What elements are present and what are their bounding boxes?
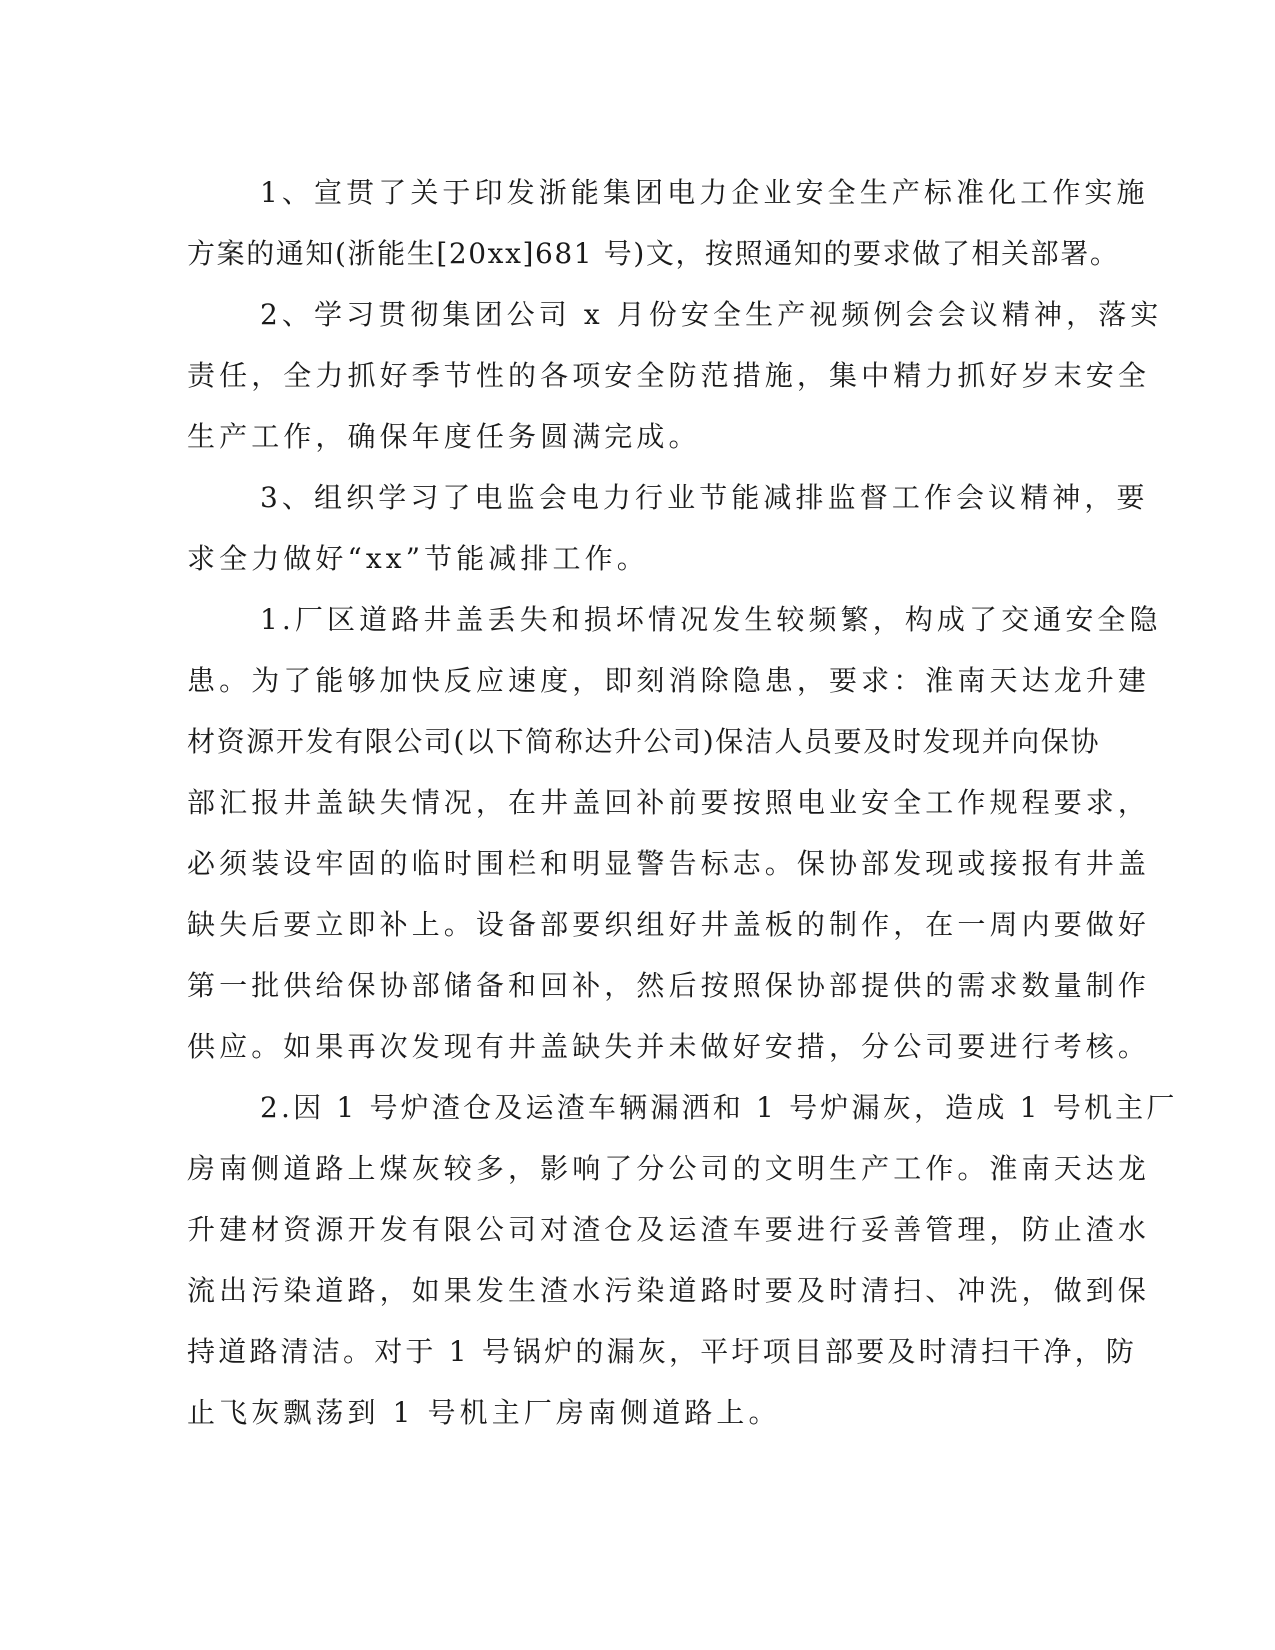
paragraph-line: 流出污染道路，如果发生渣水污染道路时要及时清扫、冲洗，做到保 — [187, 1274, 1151, 1307]
paragraph-line: 责任，全力抓好季节性的各项安全防范措施，集中精力抓好岁末安全 — [187, 359, 1151, 392]
paragraph-line: 供应。如果再次发现有井盖缺失并未做好安措，分公司要进行考核。 — [187, 1030, 1151, 1063]
paragraph-line: 3、组织学习了电监会电力行业节能减排监督工作会议精神，要 — [260, 481, 1149, 514]
paragraph-5 — [187, 1077, 1178, 1443]
paragraph-line: 2.因 1 号炉渣仓及运渣车辆漏洒和 1 号炉漏灰，造成 1 号机主厂 — [260, 1091, 1178, 1124]
document-body — [187, 162, 1178, 1443]
paragraph-line: 必须装设牢固的临时围栏和明显警告标志。保协部发现或接报有井盖 — [187, 847, 1151, 880]
paragraph-line: 缺失后要立即补上。设备部要织组好井盖板的制作，在一周内要做好 — [187, 908, 1151, 941]
paragraph-2 — [187, 284, 1163, 467]
paragraph-line: 持道路清洁。对于 1 号锅炉的漏灰，平圩项目部要及时清扫干净，防 — [187, 1335, 1138, 1368]
paragraph-line: 止飞灰飘荡到 1 号机主厂房南侧道路上。 — [187, 1396, 781, 1429]
paragraph-line: 方案的通知(浙能生[20xx]681 号)文，按照通知的要求做了相关部署。 — [187, 237, 1120, 270]
paragraph-line: 1.厂区道路井盖丢失和损坏情况发生较频繁，构成了交通安全隐 — [260, 603, 1162, 636]
paragraph-line: 第一批供给保协部储备和回补，然后按照保协部提供的需求数量制作 — [187, 969, 1151, 1002]
paragraph-line: 2、学习贯彻集团公司 x 月份安全生产视频例会会议精神，落实 — [260, 298, 1163, 331]
paragraph-line: 1、宣贯了关于印发浙能集团电力企业安全生产标准化工作实施 — [260, 176, 1149, 209]
paragraph-line: 求全力做好“xx”节能减排工作。 — [187, 542, 649, 575]
paragraph-line: 患。为了能够加快反应速度，即刻消除隐患，要求：淮南天达龙升建 — [187, 664, 1151, 697]
paragraph-3 — [187, 467, 1149, 589]
paragraph-line: 部汇报井盖缺失情况，在井盖回补前要按照电业安全工作规程要求， — [187, 786, 1151, 819]
paragraph-line: 生产工作，确保年度任务圆满完成。 — [187, 420, 701, 453]
paragraph-line: 升建材资源开发有限公司对渣仓及运渣车要进行妥善管理，防止渣水 — [187, 1213, 1151, 1246]
paragraph-line: 材资源开发有限公司(以下简称达升公司)保洁人员要及时发现并向保协 — [187, 725, 1101, 758]
paragraph-line: 房南侧道路上煤灰较多，影响了分公司的文明生产工作。淮南天达龙 — [187, 1152, 1151, 1185]
paragraph-4 — [187, 589, 1162, 1077]
paragraph-1 — [187, 162, 1149, 284]
